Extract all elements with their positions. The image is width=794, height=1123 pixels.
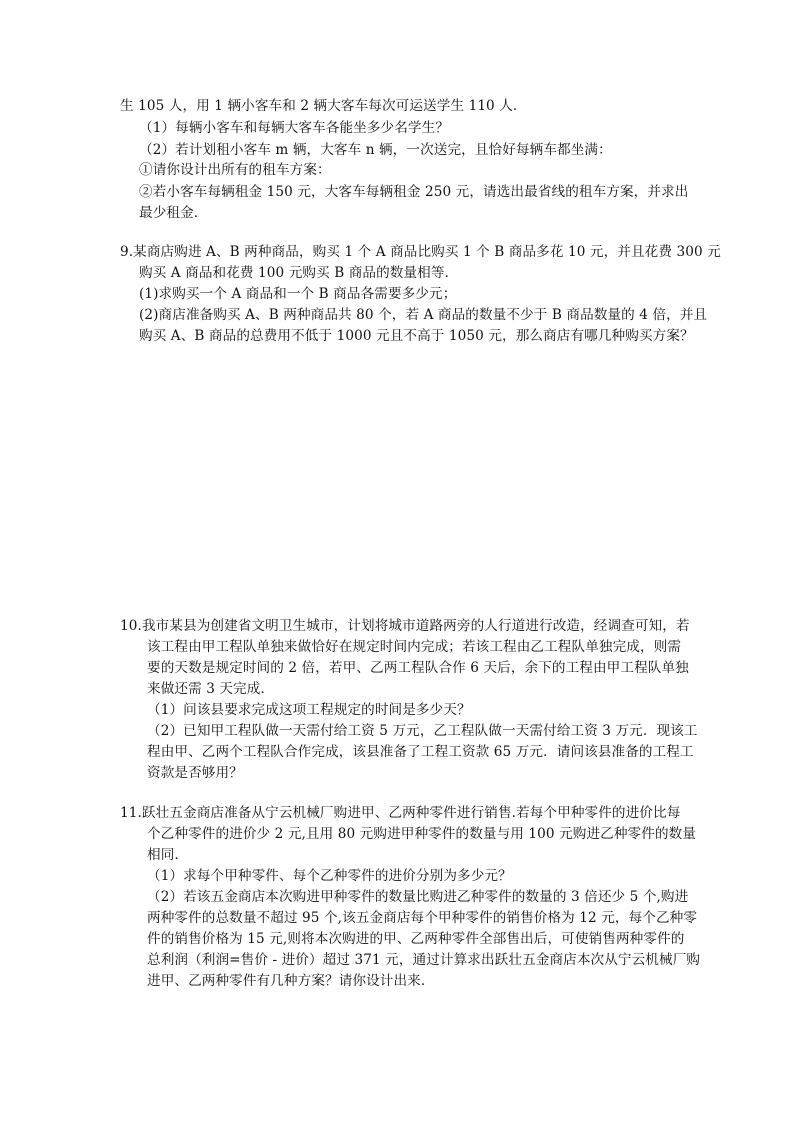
q10-stem-line-4: 来做还需 3 天完成． [147, 681, 275, 697]
q11-stem-line-3: 相同. [147, 847, 179, 863]
q8-part-2: （2）若计划租小客车 m 辆，大客车 n 辆，一次送完，且恰好每辆车都坐满： [139, 142, 612, 158]
q10-stem-line-1: 10.我市某县为创建省文明卫生城市，计划将城市道路两旁的人行道进行改造，经调查可知，若 [120, 618, 690, 634]
q10-part-1: （1）问该县要求完成这项工程规定的时间是多少天？ [147, 702, 471, 718]
q10-stem-line-2: 该工程由甲工程队单独来做恰好在规定时间内完成；若该工程由乙工程队单独完成，则需 [147, 639, 682, 655]
q10-part-2: （2）已知甲工程队做一天需付给工资 5 万元，乙工程队做一天需付给工资 3 万元．现该工 [147, 723, 698, 739]
q9-part-1: (1)求购买一个 A 商品和一个 B 商品各需要多少元； [139, 286, 457, 302]
q11-part-2-cont-2: 件的销售价格为 15 元,则将本次购进的甲、乙两种零件全部售出后，可使销售两种零件的 [147, 931, 685, 947]
q9-stem-line-2: 购买 A 商品和花费 100 元购买 B 商品的数量相等． [139, 265, 459, 281]
q11-stem-line-1: 11.跃壮五金商店准备从宁云机械厂购进甲、乙两种零件进行销售.若每个甲种零件的进价比每 [120, 805, 681, 821]
q11-stem-line-2: 个乙种零件的进价少 2 元,且用 80 元购进甲种零件的数量与用 100 元购进乙种零件的数量 [147, 826, 697, 842]
q11-part-1: （1）求每个甲种零件、每个乙种零件的进价分别为多少元？ [147, 868, 512, 884]
q10-part-2-cont-2: 资款是否够用？ [147, 765, 243, 781]
q10-stem-line-3: 要的天数是规定时间的 2 倍，若甲、乙两工程队合作 6 天后，余下的工程由甲工程队单独 [147, 660, 689, 676]
q9-part-2-cont: 购买 A、B 商品的总费用不低于 1000 元且不高于 1050 元，那么商店有哪几种购买方案？ [139, 328, 694, 344]
q9-part-2: (2)商店准备购买 A、B 两种商品共 80 个，若 A 商品的数量不少于 B 商品数量的 4 倍，并且 [139, 307, 708, 323]
q8-sub-question-2: ②若小客车每辆租金 150 元，大客车每辆租金 250 元，请选出最省线的租车方案，并求出 [139, 184, 689, 200]
q8-text-line: 生 105 人，用 1 辆小客车和 2 辆大客车每次可运送学生 110 人． [120, 98, 527, 114]
q11-part-2-cont-4: 进甲、乙两种零件有几种方案？请你设计出来． [147, 973, 435, 989]
q8-part-1: （1）每辆小客车和每辆大客车各能坐多少名学生？ [139, 120, 450, 136]
q11-part-2: （2）若该五金商店本次购进甲种零件的数量比购进乙种零件的数量的 3 倍还少 5 个,购进 [147, 889, 689, 905]
q11-part-2-cont-3: 总利润（利润=售价 - 进价）超过 371 元，通过计算求出跃壮五金商店本次从宁云机械厂购 [147, 952, 701, 968]
q9-stem-line-1: 9.某商店购进 A、B 两种商品，购买 1 个 A 商品比购买 1 个 B 商品多花 10 元，并且花费 300 元 [120, 244, 721, 260]
q11-part-2-cont-1: 两种零件的总数量不超过 95 个,该五金商店每个甲种零件的销售价格为 12 元，每个乙种零 [147, 910, 698, 926]
q10-part-2-cont-1: 程由甲、乙两个工程队合作完成，该县准备了工程工资款 65 万元．请问该县准备的工程工 [147, 744, 694, 760]
q8-sub-question-2-cont: 最少租金． [139, 205, 208, 221]
q8-sub-question-1: ①请你设计出所有的租车方案： [139, 162, 331, 178]
